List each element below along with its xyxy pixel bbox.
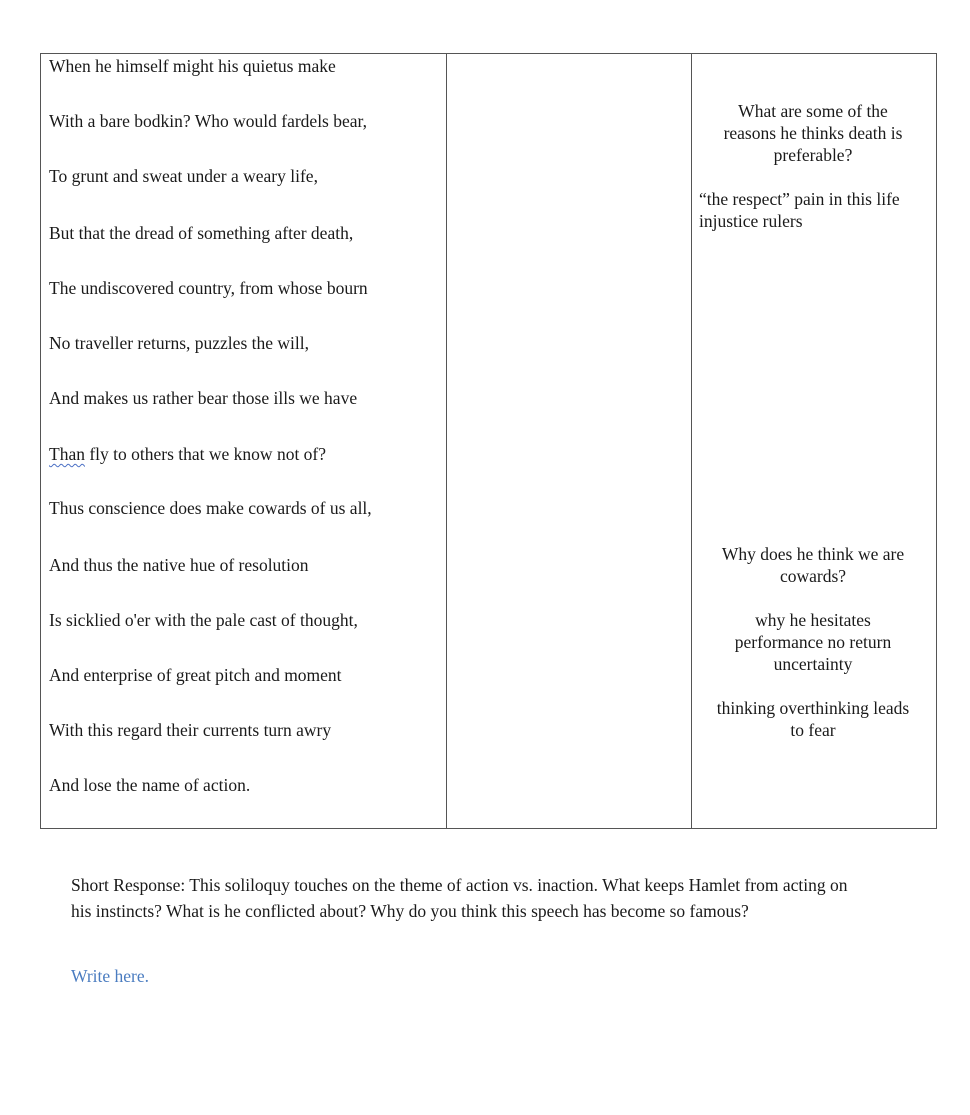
- poem-line: Thus conscience does make cowards of us all,: [49, 498, 372, 518]
- note-line: cowards?: [779, 566, 847, 586]
- answer-reasons: [699, 188, 933, 232]
- poem-line-rest: fly to others that we know not of?: [84, 444, 327, 464]
- response-input[interactable]: Write here.: [71, 966, 149, 986]
- note-line: injustice rulers: [699, 211, 803, 231]
- short-response-prompt: Short Response: This soliloquy touches on the theme of action vs. inaction. What keeps Hamlet from acting on his instincts? What is he conflicted about? Why do you think this speech has become so famous?: [71, 875, 848, 921]
- note-line: “the respect” pain in this life: [699, 189, 900, 209]
- poem-line: And lose the name of action.: [49, 775, 251, 795]
- note-line: thinking overthinking leads: [716, 698, 910, 718]
- poem-line: Is sicklied o'er with the pale cast of thought,: [49, 610, 358, 630]
- poem-line: And makes us rather bear those ills we have: [49, 388, 358, 408]
- question-reasons: [699, 100, 927, 166]
- note-line: why he hesitates: [755, 610, 871, 630]
- note-line: Why does he think we are: [721, 544, 905, 564]
- poem-line: And thus the native hue of resolution: [49, 555, 309, 575]
- poem-line: With this regard their currents turn awry: [49, 720, 332, 740]
- poem-line: The undiscovered country, from whose bourn: [49, 278, 368, 298]
- answer-overthinking: [699, 697, 927, 741]
- poem-line: But that the dread of something after death,: [49, 223, 354, 243]
- question-cowards: [699, 543, 927, 587]
- poem-line: [49, 443, 326, 465]
- answer-hesitates: [699, 609, 927, 675]
- note-line: preferable?: [773, 145, 853, 165]
- spellcheck-word: Than: [49, 444, 85, 464]
- column-divider: [446, 54, 447, 828]
- note-line: reasons he thinks death is: [723, 123, 903, 143]
- note-line: performance no return: [734, 632, 892, 652]
- poem-line: To grunt and sweat under a weary life,: [49, 166, 318, 186]
- note-line: What are some of the: [738, 101, 888, 121]
- note-line: uncertainty: [773, 654, 853, 674]
- poem-line: With a bare bodkin? Who would fardels bear,: [49, 111, 368, 131]
- soliloquy-table: [40, 53, 937, 829]
- poem-line: When he himself might his quietus make: [49, 56, 336, 76]
- column-divider: [691, 54, 692, 828]
- poem-line: And enterprise of great pitch and moment: [49, 665, 342, 685]
- poem-line: No traveller returns, puzzles the will,: [49, 333, 309, 353]
- note-line: to fear: [790, 720, 836, 740]
